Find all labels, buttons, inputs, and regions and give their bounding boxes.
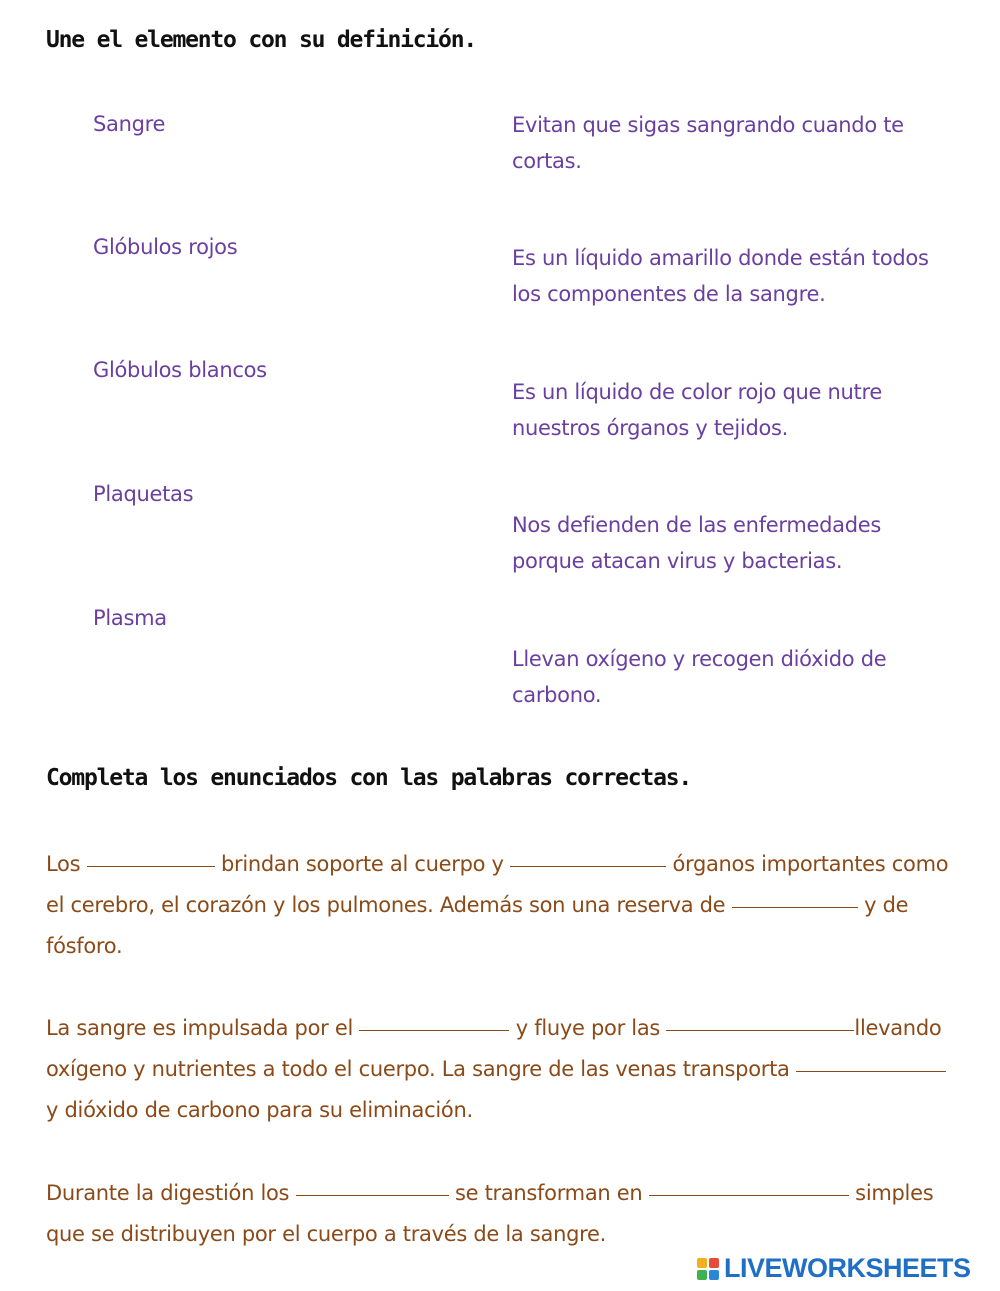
paragraph-1 <box>46 844 956 967</box>
blank-7[interactable] <box>296 1173 449 1196</box>
liveworksheets-logo <box>697 1253 971 1284</box>
p2-text-1: La sangre es impulsada por el <box>46 1016 360 1040</box>
term-globulos-rojos[interactable]: Glóbulos rojos <box>93 235 238 259</box>
p3-text-2: se transforman en <box>448 1181 649 1205</box>
term-plaquetas[interactable]: Plaquetas <box>93 482 194 506</box>
term-sangre[interactable]: Sangre <box>93 112 166 136</box>
term-globulos-blancos[interactable]: Glóbulos blancos <box>93 358 267 382</box>
definition-1[interactable]: Evitan que sigas sangrando cuando te cortas. <box>512 113 904 173</box>
blank-4[interactable] <box>359 1008 509 1031</box>
blank-1[interactable] <box>87 844 215 867</box>
blank-5[interactable] <box>666 1008 854 1031</box>
blank-6[interactable] <box>796 1049 946 1072</box>
heading-fill-in: Completa los enunciados con las palabras correctas. <box>46 765 692 791</box>
liveworksheets-mark-icon <box>697 1258 719 1280</box>
p2-text-2: y fluye por las <box>509 1016 667 1040</box>
blank-2[interactable] <box>510 844 666 867</box>
p3-text-3: simples que se distribuyen por el cuerpo a través de la sangre. <box>46 1181 934 1246</box>
p3-text-1: Durante la digestión los <box>46 1181 296 1205</box>
logo-text: LIVEWORKSHEETS <box>724 1253 971 1283</box>
p2-text-4: y dióxido de carbono para su eliminación. <box>46 1098 473 1122</box>
definition-4[interactable]: Nos defienden de las enfermedades porque atacan virus y bacterias. <box>512 513 882 573</box>
blank-3[interactable] <box>732 885 858 908</box>
term-plasma[interactable]: Plasma <box>93 606 167 630</box>
definition-3[interactable]: Es un líquido de color rojo que nutre nuestros órganos y tejidos. <box>512 380 882 440</box>
definition-5[interactable]: Llevan oxígeno y recogen dióxido de carbono. <box>512 647 887 707</box>
p1-text-4: y de fósforo. <box>46 893 909 958</box>
p1-text-1: Los <box>46 852 87 876</box>
paragraph-2 <box>46 1008 956 1131</box>
blank-8[interactable] <box>649 1173 849 1196</box>
p2-text-3: llevando oxígeno y nutrientes a todo el cuerpo. La sangre de las venas transporta <box>46 1016 942 1081</box>
p1-text-3: órganos importantes como el cerebro, el corazón y los pulmones. Además son una reserva de <box>46 852 949 917</box>
p1-text-2: brindan soporte al cuerpo y <box>214 852 511 876</box>
paragraph-3 <box>46 1173 956 1255</box>
definition-2[interactable]: Es un líquido amarillo donde están todos los componentes de la sangre. <box>512 246 929 306</box>
heading-matching: Une el elemento con su definición. <box>46 27 477 53</box>
